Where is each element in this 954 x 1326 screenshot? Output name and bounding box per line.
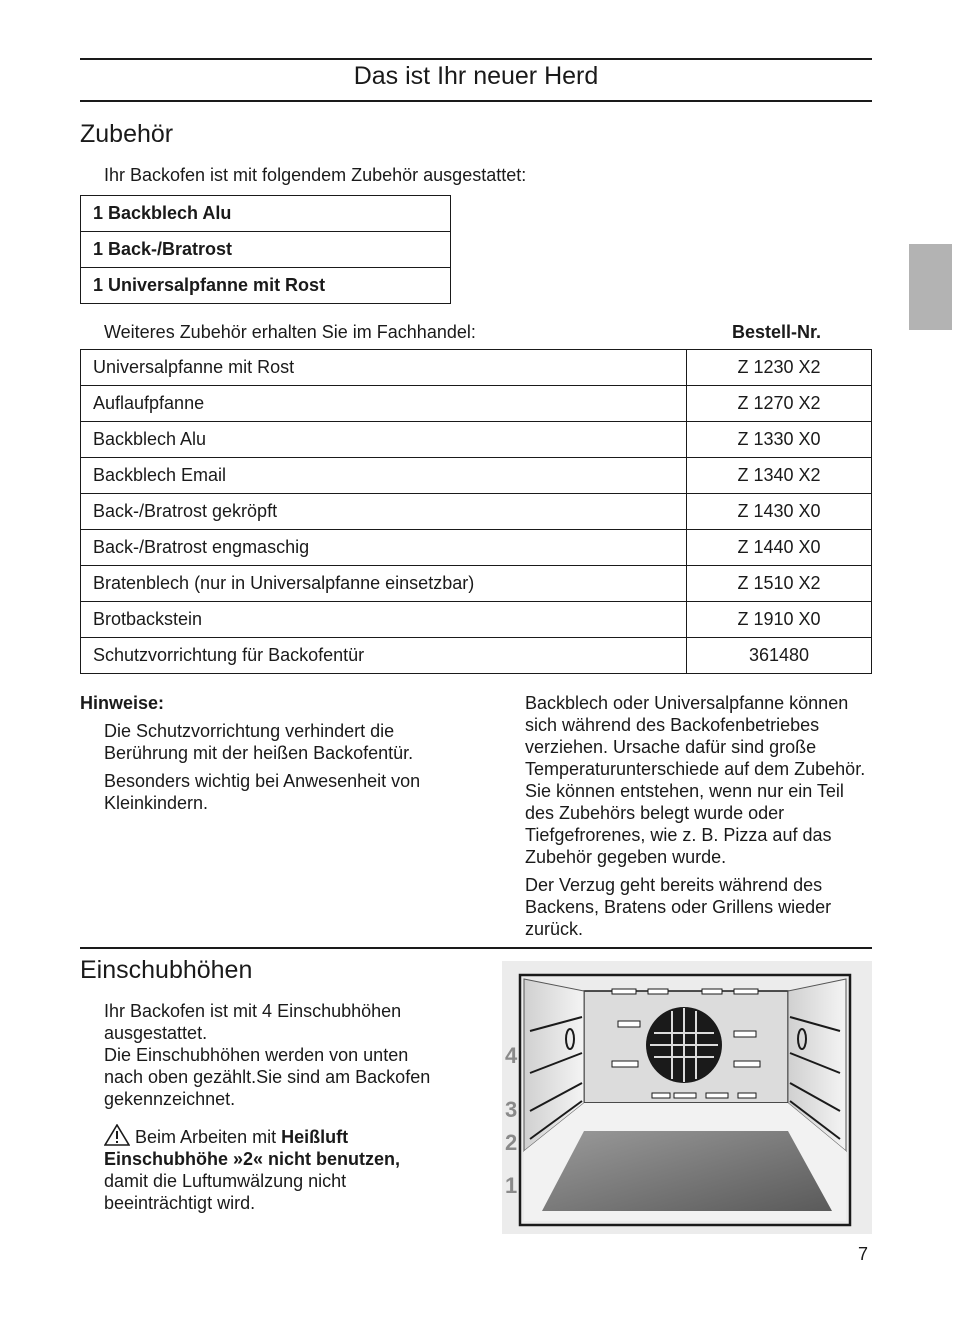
table-row	[81, 530, 872, 566]
table-row	[81, 350, 872, 386]
accessory-name: Auflaufpfanne	[81, 386, 687, 422]
table-row	[81, 638, 872, 674]
warning-text-rest: damit die Luftumwälzung nicht beeinträchtigt wird.	[104, 1171, 347, 1213]
accessory-name: Backblech Alu	[81, 422, 687, 458]
order-number: Z 1270 X2	[687, 386, 872, 422]
table-row	[81, 458, 872, 494]
standard-item: 1 Universalpfanne mit Rost	[81, 268, 451, 304]
page-number: 7	[858, 1244, 869, 1264]
level-number-3: 3	[505, 1097, 518, 1122]
order-number: Z 1510 X2	[687, 566, 872, 602]
side-tab-marker	[909, 244, 952, 330]
notes-right-paragraph: Der Verzug geht bereits während des Backens, Bratens oder Grillens wieder zurück.	[525, 875, 832, 939]
warning-text-bold: Heißluft Einschubhöhe »2« nicht benutzen,	[104, 1127, 401, 1169]
accessories-table	[80, 349, 872, 674]
table-row	[81, 386, 872, 422]
header-top-rule	[80, 58, 872, 60]
section-title-zubehoer: Zubehör	[80, 120, 174, 148]
level-number-4: 4	[505, 1043, 518, 1068]
level-number-1: 1	[505, 1173, 518, 1198]
section-divider	[80, 947, 872, 949]
oven-illustration	[502, 961, 872, 1234]
level-number-2: 2	[505, 1130, 518, 1155]
standard-item: 1 Backblech Alu	[81, 196, 451, 232]
notes-left-paragraph: Die Schutzvorrichtung verhindert die Berührung mit der heißen Backofentür.	[104, 721, 414, 763]
table-row	[81, 196, 451, 232]
section-title-einschubhoehen: Einschubhöhen	[80, 956, 253, 984]
accessory-name: Bratenblech (nur in Universalpfanne einsetzbar)	[81, 566, 687, 602]
table-row	[81, 494, 872, 530]
order-number: Z 1910 X0	[687, 602, 872, 638]
warning-text-intro: Beim Arbeiten mit	[135, 1127, 277, 1147]
einschub-paragraph: Die Einschubhöhen werden von unten nach oben gezählt.Sie sind am Backofen gekennzeichnet.	[104, 1045, 431, 1109]
order-number: 361480	[687, 638, 872, 674]
order-number: Z 1230 X2	[687, 350, 872, 386]
table-row	[81, 422, 872, 458]
standard-item: 1 Back-/Bratrost	[81, 232, 451, 268]
header-bottom-rule	[80, 100, 872, 102]
table-row	[81, 602, 872, 638]
more-accessories-intro: Weiteres Zubehör erhalten Sie im Fachhandel:	[104, 322, 476, 342]
oven-cavity-drawing	[502, 961, 872, 1234]
warning-triangle-icon	[104, 1124, 130, 1146]
table-row	[81, 268, 451, 304]
standard-accessories-table	[80, 195, 451, 304]
accessory-name: Backblech Email	[81, 458, 687, 494]
page-header-title: Das ist Ihr neuer Herd	[353, 62, 599, 90]
notes-left-paragraph: Besonders wichtig bei Anwesenheit von Kleinkindern.	[104, 771, 421, 813]
order-number: Z 1330 X0	[687, 422, 872, 458]
einschub-text	[104, 1000, 444, 1214]
accessory-name: Back-/Bratrost gekröpft	[81, 494, 687, 530]
accessory-name: Brotbackstein	[81, 602, 687, 638]
notes-right-column	[525, 692, 875, 940]
notes-left-column	[104, 720, 464, 814]
order-number: Z 1440 X0	[687, 530, 872, 566]
order-number-header: Bestell-Nr.	[732, 322, 822, 342]
accessory-name: Back-/Bratrost engmaschig	[81, 530, 687, 566]
accessory-name: Universalpfanne mit Rost	[81, 350, 687, 386]
order-number: Z 1340 X2	[687, 458, 872, 494]
notes-right-paragraph: Backblech oder Universalpfanne können sich während des Backofenbetriebes verziehen. Ursache dafür sind große Temperaturunterschiede auf dem Zubehör. Sie können entstehen, wenn nur ein Teil des Zubehörs belegt wurde oder Tiefgefrorenes, wie z. B. Pizza auf das Zubehör gegeben wurde.	[525, 693, 866, 867]
table-row	[81, 566, 872, 602]
einschub-paragraph: Ihr Backofen ist mit 4 Einschubhöhen ausgestattet.	[104, 1001, 402, 1043]
zubehoer-intro: Ihr Backofen ist mit folgendem Zubehör ausgestattet:	[104, 165, 527, 185]
warning-paragraph	[104, 1124, 444, 1214]
table-row	[81, 232, 451, 268]
accessory-name: Schutzvorrichtung für Backofentür	[81, 638, 687, 674]
notes-title: Hinweise:	[80, 693, 165, 713]
order-number: Z 1430 X0	[687, 494, 872, 530]
